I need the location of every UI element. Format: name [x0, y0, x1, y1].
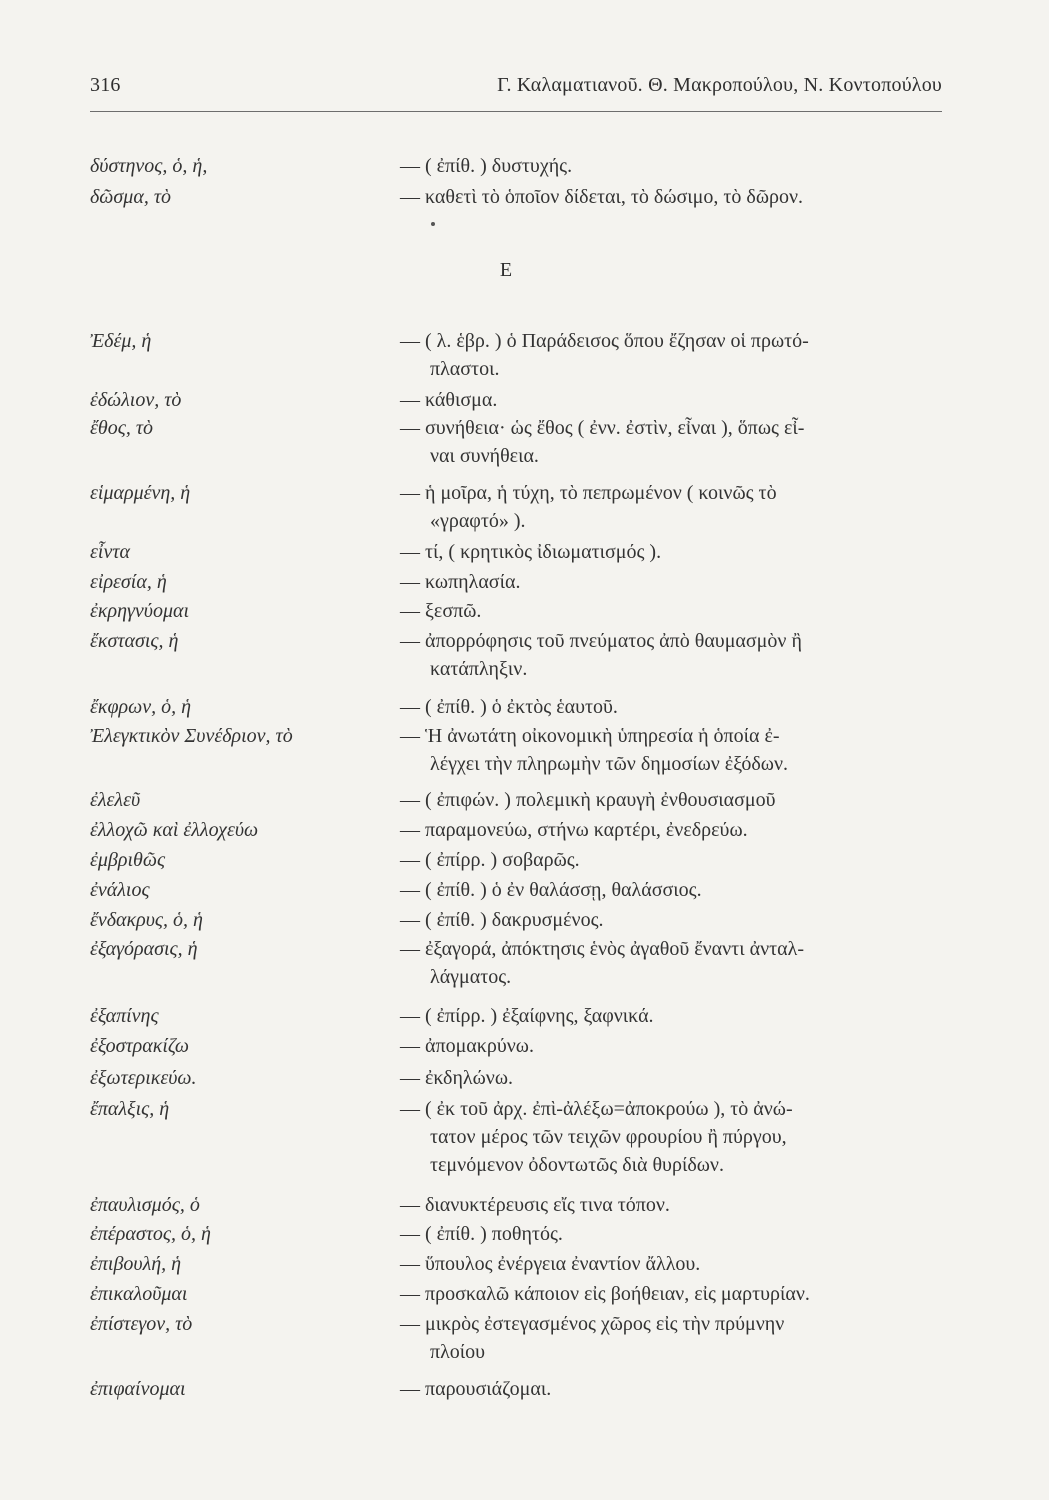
entry-definition	[400, 479, 943, 535]
entry-headword: ἔκφρων, ὁ, ἡ	[90, 696, 192, 718]
entry-headword: δύστηνος, ὁ, ἡ,	[90, 155, 208, 177]
definition-line: — ἀπορρόφησις τοῦ πνεύματος ἀπὸ θαυμασμὸν ἢ	[400, 630, 802, 652]
entry-headword: δῶσμα, τὸ	[90, 186, 171, 208]
entry-definition	[400, 935, 943, 991]
definition-line: — ( ἐπιφών. ) πολεμικὴ κραυγὴ ἐνθουσιασμοῦ	[400, 789, 776, 811]
entry-definition	[400, 386, 943, 414]
definition-line: — Ἡ ἀνωτάτη οἰκονομικὴ ὑπηρεσία ἡ ὁποία ἐ-	[400, 725, 780, 747]
entry-headword: ἐμβριθῶς	[90, 849, 166, 871]
entry-definition	[400, 722, 943, 778]
definition-line: — ἡ μοῖρα, ἡ τύχη, τὸ πεπρωμένον ( κοινῶς τὸ	[400, 482, 777, 504]
definition-line: — ὕπουλος ἐνέργεια ἐναντίον ἄλλου.	[400, 1253, 701, 1275]
entry-headword: ἔθος, τὸ	[90, 417, 153, 439]
entry-headword: ἐπιβουλή, ἡ	[90, 1253, 182, 1275]
entry-headword: ἐπιφαίνομαι	[90, 1378, 186, 1400]
entry-headword: εἰρεσία, ἡ	[90, 571, 167, 593]
entry-definition	[400, 693, 943, 721]
entry-definition	[400, 1032, 943, 1060]
definition-line: — παραμονεύω, στήνω καρτέρι, ἐνεδρεύω.	[400, 819, 748, 841]
entry-definition	[400, 846, 943, 874]
definition-line: — κάθισμα.	[400, 389, 498, 411]
definition-line: — συνήθεια· ὡς ἔθος ( ἐνν. ἐστὶν, εἶναι ), ὅπως εἶ-	[400, 417, 805, 439]
entry-definition	[400, 1220, 943, 1248]
entry-headword: ἐπικαλοῦμαι	[90, 1283, 188, 1305]
entry-definition	[400, 1002, 943, 1030]
definition-line: — καθετὶ τὸ ὁποῖον δίδεται, τὸ δώσιμο, τὸ δῶρον.	[400, 186, 804, 208]
definition-line: ναι συνήθεια.	[430, 445, 539, 467]
definition-line: — ξεσπῶ.	[400, 600, 482, 622]
entry-definition	[400, 816, 943, 844]
entry-definition	[400, 538, 943, 566]
entry-definition	[400, 786, 943, 814]
entry-headword: ἐξαγόρασις, ἡ	[90, 938, 198, 960]
definition-line: — κωπηλασία.	[400, 571, 521, 593]
page-number: 316	[90, 74, 121, 96]
section-letter: Ε	[499, 259, 513, 281]
entry-definition	[400, 152, 943, 180]
entry-definition	[400, 183, 943, 211]
definition-line: κατάπληξιν.	[430, 658, 528, 680]
entry-headword: ἐπίστεγον, τὸ	[90, 1313, 193, 1335]
entry-headword: ἐπαυλισμός, ὁ	[90, 1194, 200, 1216]
entry-headword: εἶντα	[90, 541, 130, 563]
entry-definition	[400, 1375, 943, 1403]
entry-headword: ἔνδακρυς, ὁ, ἡ	[90, 909, 203, 931]
entry-headword: ἐκρηγνύομαι	[90, 600, 190, 622]
entry-headword: ἐπέραστος, ὁ, ἡ	[90, 1223, 211, 1245]
definition-line: πλοίου	[430, 1341, 486, 1363]
entry-definition	[400, 597, 943, 625]
definition-line: — ( ἐπίρρ. ) σοβαρῶς.	[400, 849, 580, 871]
entry-headword: ἐδώλιον, τὸ	[90, 389, 182, 411]
entry-definition	[400, 1064, 943, 1092]
entry-headword: ἐξωτερικεύω.	[90, 1067, 197, 1089]
entry-definition	[400, 327, 943, 383]
entry-definition	[400, 1095, 943, 1179]
definition-line: — παρουσιάζομαι.	[400, 1378, 552, 1400]
entry-definition	[400, 1310, 943, 1366]
entry-definition	[400, 627, 943, 683]
definition-line: — ( ἐπίρρ. ) ἐξαίφνης, ξαφνικά.	[400, 1005, 654, 1027]
running-head: Γ. Καλαματιανοῦ. Θ. Μακροπούλου, Ν. Κοντοπούλου	[497, 74, 942, 96]
definition-line: — ἐξαγορά, ἀπόκτησις ἑνὸς ἀγαθοῦ ἔναντι ἀνταλ-	[400, 938, 804, 960]
entry-definition	[400, 1280, 943, 1308]
definition-line: — ( ἐπίθ. ) ὁ ἐν θαλάσσῃ, θαλάσσιος.	[400, 879, 702, 901]
entry-definition	[400, 906, 943, 934]
definition-line: — ἀπομακρύνω.	[400, 1035, 534, 1057]
entry-headword: ἐλελεῦ	[90, 789, 141, 811]
definition-line: — ἐκδηλώνω.	[400, 1067, 513, 1089]
entry-headword: ἔκστασις, ἡ	[90, 630, 179, 652]
definition-line: — ( ἐπίθ. ) ποθητός.	[400, 1223, 563, 1245]
definition-line: — ( ἐπίθ. ) δακρυσμένος.	[400, 909, 604, 931]
entry-headword: ἐξαπίνης	[90, 1005, 159, 1027]
entry-headword: Ἐδέμ, ἡ	[90, 330, 152, 352]
definition-line: — ( ἐπίθ. ) δυστυχής.	[400, 155, 573, 177]
entry-headword: ἐξοστρακίζω	[90, 1035, 189, 1057]
entry-headword: Ἐλεγκτικὸν Συνέδριον, τὸ	[90, 725, 293, 747]
definition-line: «γραφτό» ).	[430, 510, 526, 532]
entry-definition	[400, 1191, 943, 1219]
entry-headword: ἐλλοχῶ καὶ ἐλλοχεύω	[90, 819, 259, 841]
entry-definition	[400, 414, 943, 470]
definition-line: λέγχει τὴν πληρωμὴν τῶν δημοσίων ἐξόδων.	[430, 753, 788, 775]
entry-headword: εἱμαρμένη, ἡ	[90, 482, 191, 504]
entry-definition	[400, 568, 943, 596]
definition-line: — προσκαλῶ κάποιον εἰς βοήθειαν, εἰς μαρτυρίαν.	[400, 1283, 810, 1305]
definition-line: — μικρὸς ἐστεγασμένος χῶρος εἰς τὴν πρύμνην	[400, 1313, 785, 1335]
definition-line: τατον μέρος τῶν τειχῶν φρουρίου ἢ πύργου,	[430, 1126, 787, 1148]
definition-line: — διανυκτέρευσις εἴς τινα τόπον.	[400, 1194, 670, 1216]
entry-headword: ἔπαλξις, ἡ	[90, 1098, 170, 1120]
definition-line: λάγματος.	[430, 966, 512, 988]
definition-line: — ( ἐπίθ. ) ὁ ἐκτὸς ἑαυτοῦ.	[400, 696, 618, 718]
definition-line: — ( ἐκ τοῦ ἀρχ. ἐπὶ-ἀλέξω=ἀποκρούω ), τὸ ἀνώ-	[400, 1098, 793, 1120]
entry-definition	[400, 1250, 943, 1278]
definition-line: τεμνόμενον ὀδοντωτῶς διὰ θυρίδων.	[430, 1154, 724, 1176]
definition-line: — τί, ( κρητικὸς ἰδιωματισμός ).	[400, 541, 662, 563]
entry-headword: ἐνάλιος	[90, 879, 150, 901]
definition-line: πλαστοι.	[430, 358, 500, 380]
entry-definition	[400, 876, 943, 904]
definition-line: — ( λ. ἑβρ. ) ὁ Παράδεισος ὅπου ἔζησαν οἱ πρωτό-	[400, 330, 809, 352]
